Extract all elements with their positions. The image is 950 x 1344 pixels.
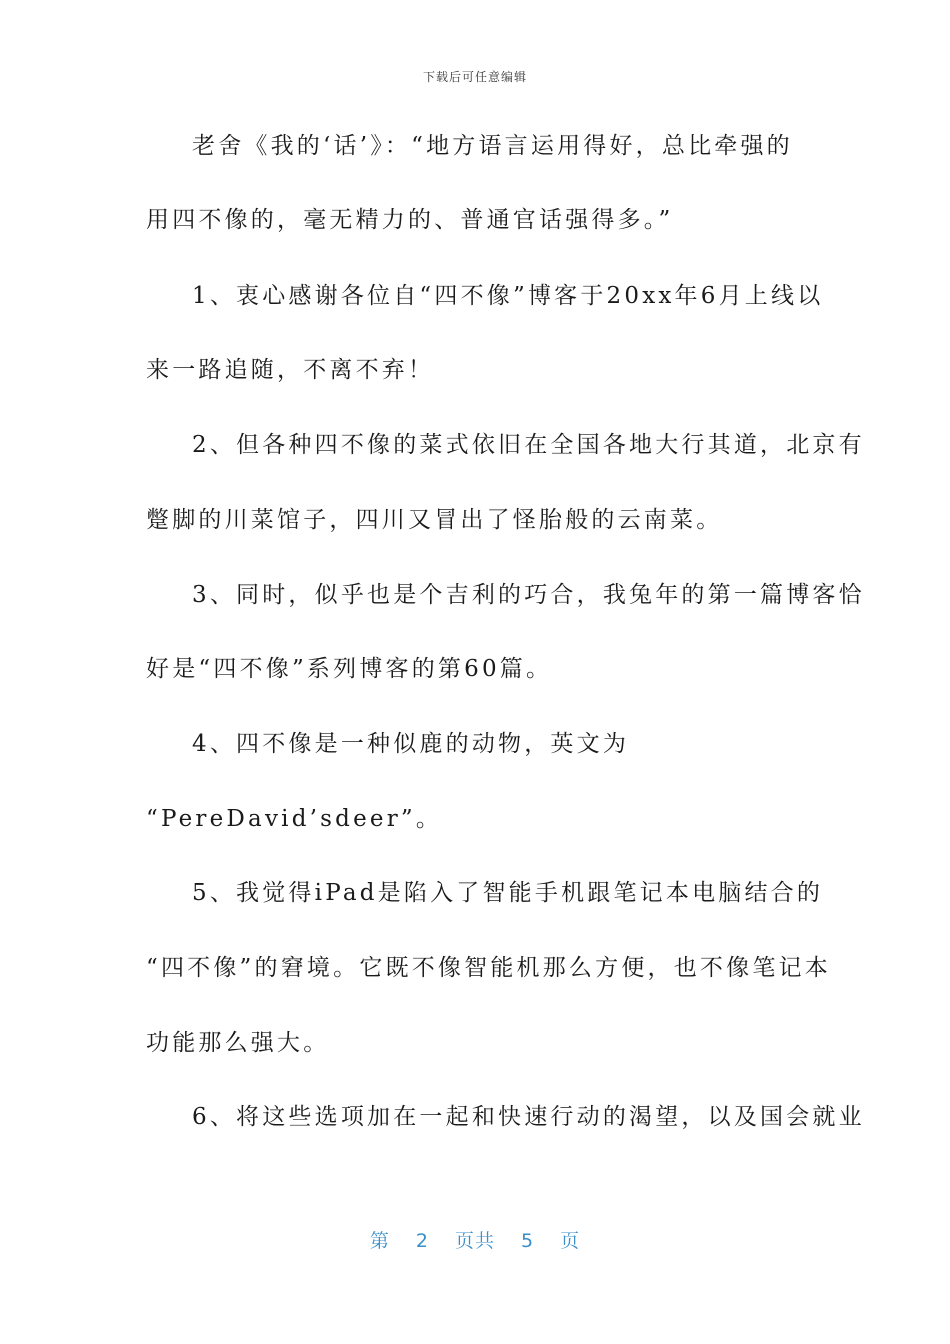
total-pages-number: 5: [521, 1230, 535, 1252]
header-note: 下载后可任意编辑: [422, 70, 527, 84]
paragraph-line: “四不像”的窘境。它既不像智能机那么方便，也不像笔记本: [146, 955, 831, 981]
paragraph-line: 用四不像的，毫无精力的、普通官话强得多。”: [146, 207, 674, 233]
footer-middle: 页共: [454, 1230, 495, 1252]
paragraph-line: 功能那么强大。: [146, 1030, 330, 1056]
paragraph-line: 蹩脚的川菜馆子，四川又冒出了怪胎般的云南菜。: [146, 507, 723, 533]
paragraph-line: 3、同时，似乎也是个吉利的巧合，我兔年的第一篇博客恰: [192, 582, 865, 608]
footer-prefix: 第: [369, 1230, 390, 1252]
footer-suffix: 页: [560, 1230, 581, 1252]
paragraph-line: 4、四不像是一种似鹿的动物，英文为: [192, 731, 630, 757]
paragraph-line: 6、将这些选项加在一起和快速行动的渴望，以及国会就业: [192, 1104, 865, 1130]
paragraph-line: “PereDavid’sdeer”。: [146, 806, 443, 832]
paragraph-line: 来一路追随，不离不弃！: [146, 357, 435, 383]
current-page-number: 2: [415, 1230, 429, 1252]
page-number-footer: [0, 1226, 950, 1253]
paragraph-line: 2、但各种四不像的菜式依旧在全国各地大行其道，北京有: [192, 432, 865, 458]
paragraph-line: 老舍《我的‘话’》：“地方语言运用得好，总比牵强的: [192, 133, 793, 159]
paragraph-line: 5、我觉得iPad是陷入了智能手机跟笔记本电脑结合的: [192, 880, 824, 906]
paragraph-line: 1、衷心感谢各位自“四不像”博客于20xx年6月上线以: [192, 283, 824, 309]
paragraph-line: 好是“四不像”系列博客的第60篇。: [146, 656, 553, 682]
